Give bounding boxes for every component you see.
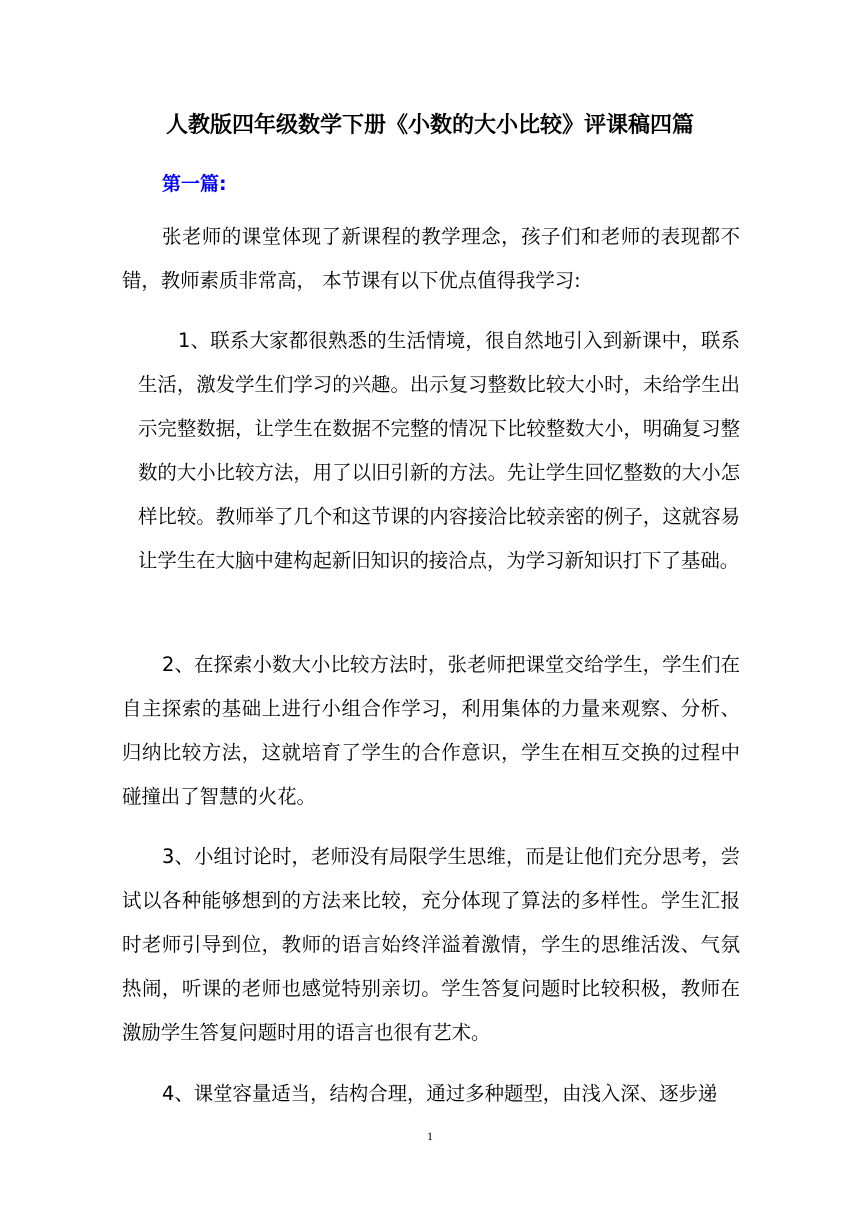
point-three-paragraph: 3、小组讨论时，老师没有局限学生思维，而是让他们充分思考，尝试以各种能够想到的方法来比较，充分体现了算法的多样性。学生汇报时老师引导到位，教师的语言始终洋溢着激情，学生的思维活泼、气氛热闹，听课的老师也感觉特别亲切。学生答复问题时比较积极，教师在激励学生答复问题时用的语言也很有艺术。 [122, 845, 740, 1044]
document-title: 人教版四年级数学下册《小数的大小比较》评课稿四篇 [165, 113, 694, 138]
point-one-paragraph: 1、联系大家都很熟悉的生活情境，很自然地引入到新课中，联系生活，激发学生们学习的兴趣。出示复习整数比较大小时，未给学生出示完整数据，让学生在数据不完整的情况下比较整数大小，明确复习整数的大小比较方法，用了以旧引新的方法。先让学生回忆整数的大小怎样比较。教师举了几个和这节课的内容接洽比较亲密的例子，这就容易让学生在大脑中建构起新旧知识的接洽点，为学习新知识打下了基础。 [138, 329, 740, 572]
intro-paragraph: 张老师的课堂体现了新课程的教学理念，孩子们和老师的表现都不错，教师素质非常高， 本节课有以下优点值得我学习: [122, 225, 740, 292]
point-two-paragraph: 2、在探索小数大小比较方法时，张老师把课堂交给学生，学生们在自主探索的基础上进行小组合作学习，利用集体的力量来观察、分析、归纳比较方法，这就培育了学生的合作意识，学生在相互交换的过程中碰撞出了智慧的火花。 [122, 653, 740, 808]
section-heading: 第一篇: [162, 173, 227, 195]
page-number: 1 [427, 1129, 433, 1143]
point-four-paragraph: 4、课堂容量适当，结构合理，通过多种题型，由浅入深、逐步递 [162, 1082, 718, 1105]
